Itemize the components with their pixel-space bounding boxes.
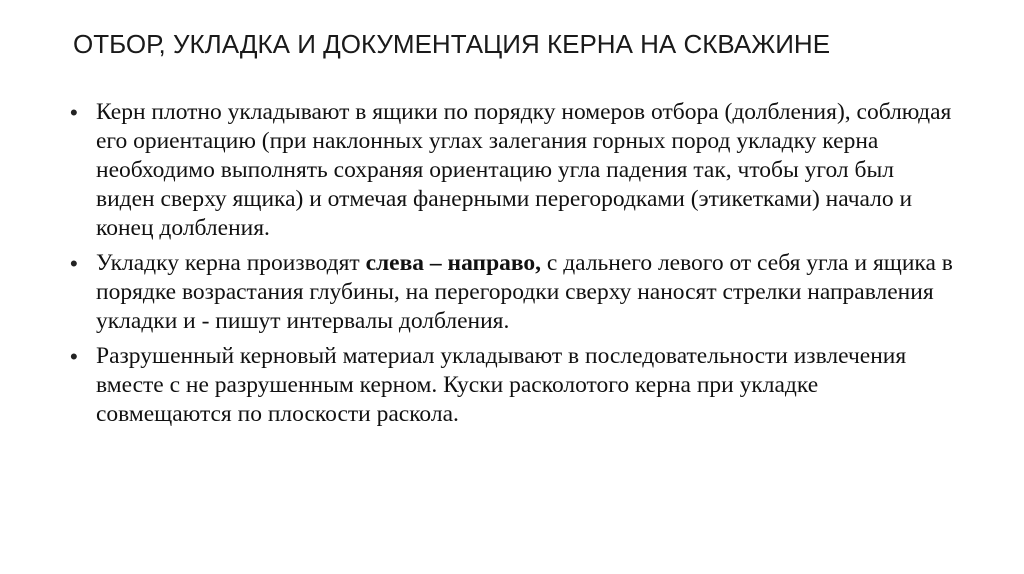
bullet-text-tail: с дальнего левого от себя угла и ящика в порядке возрастания глубины, на перегородки сверху наносят стрелки направления укладки и - пишут интервалы долбления. xyxy=(96,250,953,334)
bullet-text: Разрушенный керновый материал укладывают в последовательности извлечения вместе с не разрушенным керном. Куски расколотого керна при укладке совмещаются по плоскости раскола. xyxy=(96,343,907,427)
bullet-text-emphasis: слева – направо, xyxy=(365,250,542,276)
bullet-text: Керн плотно укладывают в ящики по порядку номеров отбора (долбления), соблюдая его ориентацию (при наклонных углах залегания горных пород укладку керна необходимо выполнять сохраняя ориентацию угла падения так, чтобы угол был виден сверху ящика) и отмечая фанерными перегородками (этикетками) начало и конец долбления. xyxy=(96,99,952,241)
bullet-text-lead: Укладку керна производят xyxy=(96,250,366,276)
bullet-marker: • xyxy=(70,344,78,369)
bullet-item xyxy=(70,249,955,336)
bullet-list xyxy=(70,98,955,435)
bullet-item xyxy=(70,98,955,243)
bullet-marker: • xyxy=(70,251,78,276)
bullet-item xyxy=(70,342,955,429)
slide-title: ОТБОР, УКЛАДКА И ДОКУМЕНТАЦИЯ КЕРНА НА СКВАЖИНЕ xyxy=(73,29,831,59)
bullet-marker: • xyxy=(70,100,78,125)
